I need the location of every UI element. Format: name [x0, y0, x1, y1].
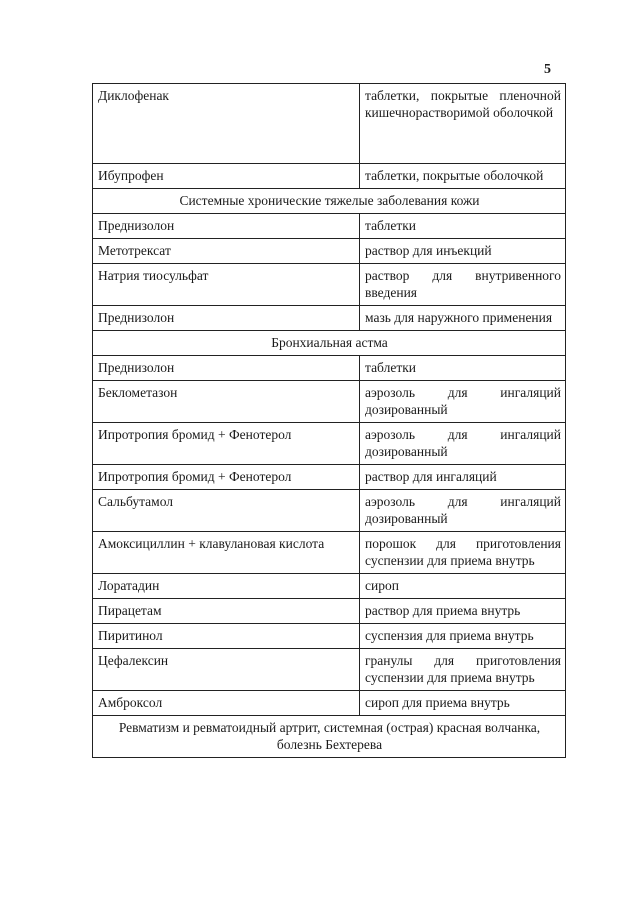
section-title: Бронхиальная астма	[93, 331, 566, 356]
dosage-form: порошок для приготовления суспензии для приема внутрь	[360, 532, 566, 574]
dosage-form: аэрозоль для ингаляций дозированный	[360, 490, 566, 532]
section-row	[93, 331, 566, 356]
table-row	[93, 84, 566, 164]
table-row	[93, 649, 566, 691]
drug-name: Диклофенак	[93, 84, 360, 164]
dosage-form: раствор для ингаляций	[360, 465, 566, 490]
table-row	[93, 164, 566, 189]
table-row	[93, 264, 566, 306]
drug-name: Ипротропия бромид + Фенотерол	[93, 423, 360, 465]
table-row	[93, 532, 566, 574]
dosage-form: мазь для наружного применения	[360, 306, 566, 331]
drug-name: Натрия тиосульфат	[93, 264, 360, 306]
page-number: 5	[544, 62, 551, 77]
table-row	[93, 381, 566, 423]
table-row	[93, 306, 566, 331]
table-row	[93, 490, 566, 532]
drug-name: Ипротропия бромид + Фенотерол	[93, 465, 360, 490]
drug-name: Амоксициллин + клавулановая кислота	[93, 532, 360, 574]
drug-name: Сальбутамол	[93, 490, 360, 532]
dosage-form: аэрозоль для ингаляций дозированный	[360, 423, 566, 465]
table-row	[93, 599, 566, 624]
dosage-form: раствор для внутривенного введения	[360, 264, 566, 306]
dosage-form: раствор для приема внутрь	[360, 599, 566, 624]
drug-name: Ибупрофен	[93, 164, 360, 189]
drug-name: Метотрексат	[93, 239, 360, 264]
section-row	[93, 189, 566, 214]
dosage-form: сироп	[360, 574, 566, 599]
drug-name: Лоратадин	[93, 574, 360, 599]
dosage-form: таблетки	[360, 356, 566, 381]
drug-name: Пирацетам	[93, 599, 360, 624]
dosage-form: таблетки, покрытые пленочной кишечнорастворимой оболочкой	[360, 84, 566, 164]
drug-name: Беклометазон	[93, 381, 360, 423]
dosage-form: таблетки, покрытые оболочкой	[360, 164, 566, 189]
table-row	[93, 574, 566, 599]
drug-name: Преднизолон	[93, 214, 360, 239]
dosage-form: сироп для приема внутрь	[360, 691, 566, 716]
table-row	[93, 356, 566, 381]
table-row	[93, 423, 566, 465]
table-row	[93, 691, 566, 716]
drug-name: Амброксол	[93, 691, 360, 716]
dosage-form: аэрозоль для ингаляций дозированный	[360, 381, 566, 423]
table-row	[93, 465, 566, 490]
section-row	[93, 716, 566, 758]
table-row	[93, 239, 566, 264]
dosage-form: таблетки	[360, 214, 566, 239]
drug-table	[92, 83, 566, 758]
drug-name: Преднизолон	[93, 306, 360, 331]
drug-name: Преднизолон	[93, 356, 360, 381]
drug-name: Цефалексин	[93, 649, 360, 691]
section-title: Системные хронические тяжелые заболевания кожи	[93, 189, 566, 214]
table-row	[93, 214, 566, 239]
dosage-form: раствор для инъекций	[360, 239, 566, 264]
dosage-form: гранулы для приготовления суспензии для приема внутрь	[360, 649, 566, 691]
drug-name: Пиритинол	[93, 624, 360, 649]
table-row	[93, 624, 566, 649]
dosage-form: суспензия для приема внутрь	[360, 624, 566, 649]
section-title: Ревматизм и ревматоидный артрит, системная (острая) красная волчанка, болезнь Бехтерева	[93, 716, 566, 758]
